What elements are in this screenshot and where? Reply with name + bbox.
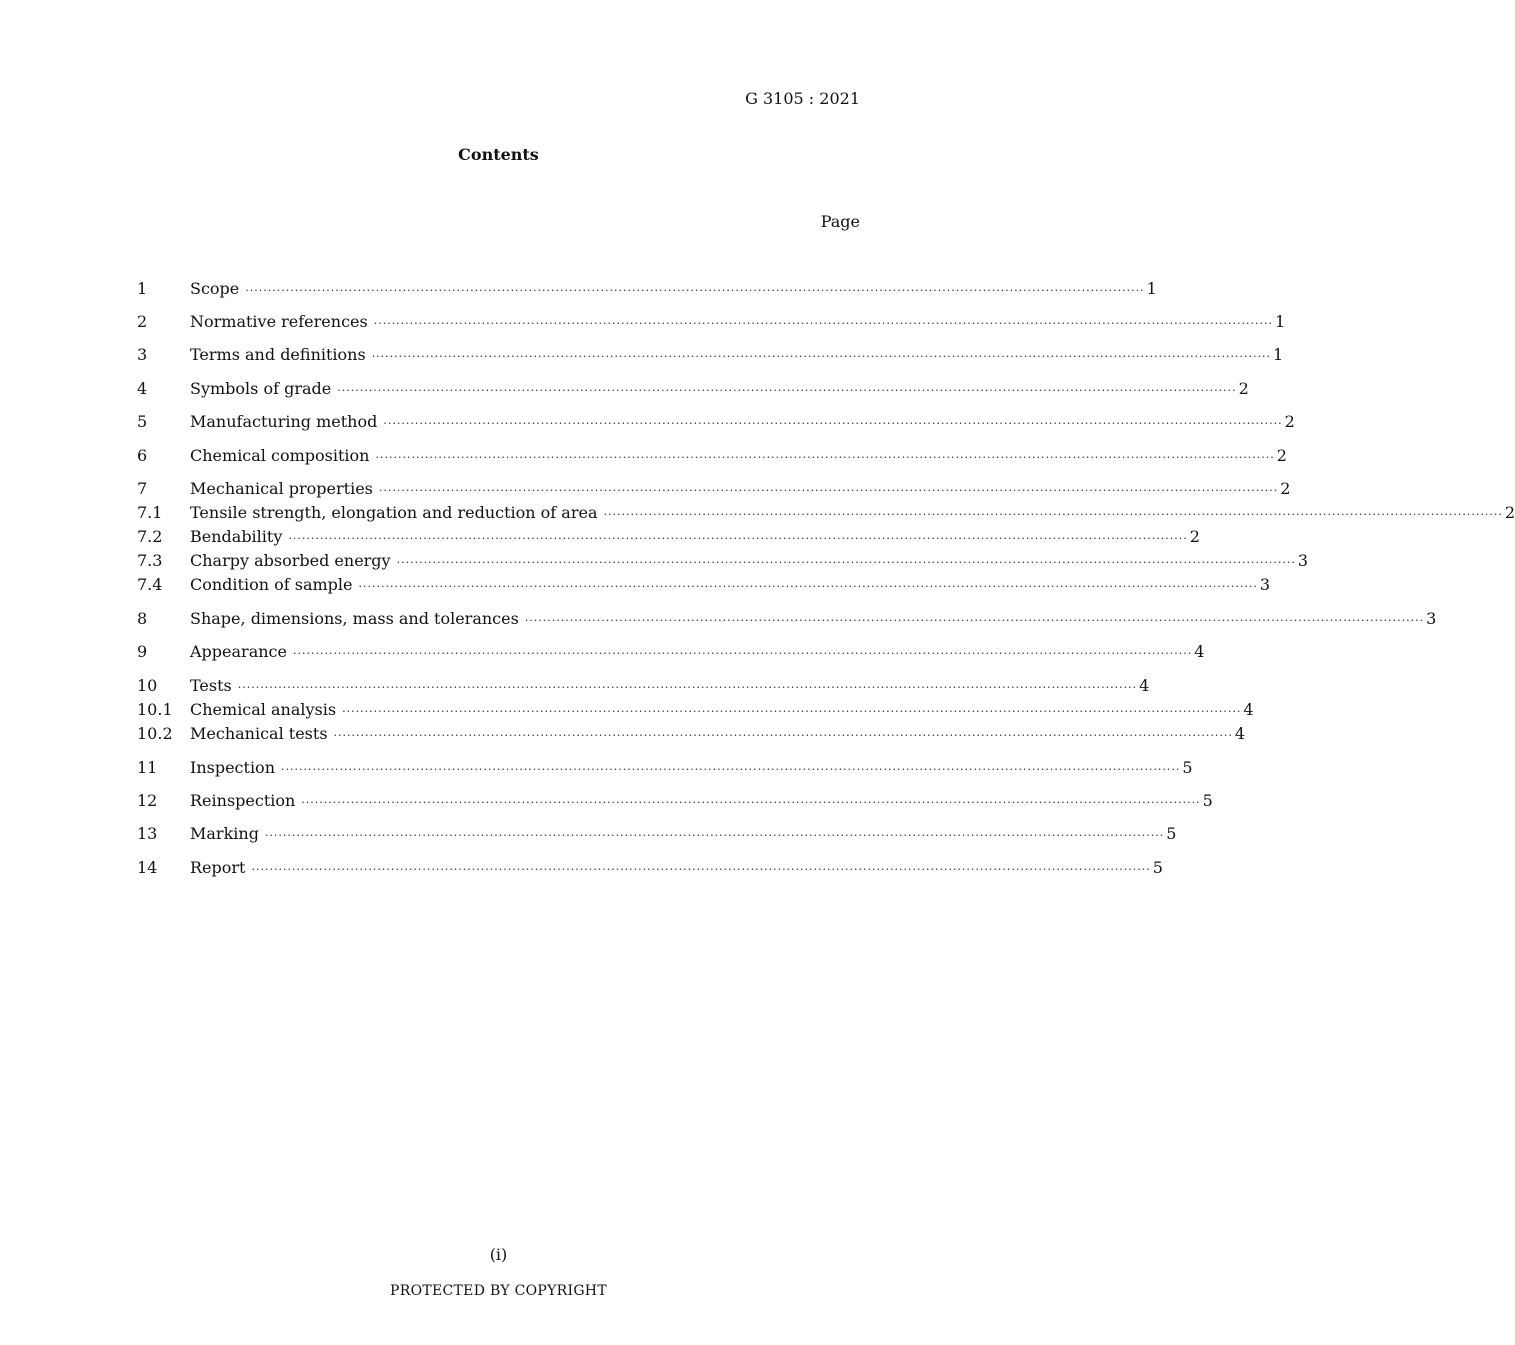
toc-entry[interactable]: [137, 378, 1249, 400]
toc-entry[interactable]: [137, 526, 1200, 548]
toc-leader-dots: ········································································································································································································: [292, 647, 1193, 660]
toc-entry-page: 1: [1273, 345, 1284, 364]
toc-entry-page: 1: [1146, 279, 1157, 298]
toc-entry[interactable]: [137, 344, 1284, 366]
toc-entry-page: 2: [1276, 446, 1287, 465]
toc-entry[interactable]: [137, 411, 1295, 433]
toc-entry-number: 7.3: [137, 551, 163, 570]
toc-entry[interactable]: [137, 502, 1515, 524]
toc-entry-number: 7.1: [137, 503, 163, 522]
toc-entry-number: 7.4: [137, 575, 163, 594]
toc-entry-number: 10: [137, 676, 158, 695]
toc-leader-dots: ········································································································································································································: [301, 796, 1201, 809]
toc-entry-title: Shape, dimensions, mass and tolerances: [190, 609, 519, 628]
toc-leader-dots: ········································································································································································································: [281, 763, 1181, 776]
toc-entry-page: 5: [1182, 758, 1193, 777]
toc-entry-title: Symbols of grade: [190, 379, 332, 398]
toc-entry-page: 5: [1166, 824, 1177, 843]
toc-entry-title: Normative references: [190, 312, 368, 331]
toc-entry-page: 3: [1426, 609, 1437, 628]
toc-entry-page: 1: [1275, 312, 1286, 331]
toc-entry-number: 12: [137, 791, 158, 810]
toc-entry[interactable]: [137, 857, 1163, 879]
toc-leader-dots: ········································································································································································································: [342, 705, 1242, 718]
copyright-notice: PROTECTED BY COPYRIGHT: [390, 1283, 607, 1299]
toc-leader-dots: ········································································································································································································: [358, 580, 1258, 593]
toc-entry-number: 7.2: [137, 527, 163, 546]
toc-entry-page: 4: [1243, 700, 1254, 719]
toc-entry[interactable]: [137, 641, 1205, 663]
page-column-label: Page: [820, 212, 860, 231]
toc-entry[interactable]: [137, 790, 1213, 812]
toc-leader-dots: ········································································································································································································: [375, 451, 1275, 464]
toc-leader-dots: ········································································································································································································: [251, 863, 1151, 876]
toc-entry-title: Terms and definitions: [190, 345, 366, 364]
toc-leader-dots: ········································································································································································································: [373, 317, 1274, 330]
toc-entry-page: 5: [1152, 858, 1163, 877]
toc-entry-page: 4: [1234, 724, 1246, 743]
toc-entry[interactable]: [137, 723, 1246, 745]
toc-entry[interactable]: [137, 574, 1271, 596]
toc-entry-number: 5: [137, 412, 148, 431]
toc-entry[interactable]: [137, 675, 1150, 697]
toc-entry-title: Appearance: [190, 642, 287, 661]
toc-entry-number: 6: [137, 446, 148, 465]
toc-leader-dots: ········································································································································································································: [333, 729, 1233, 742]
toc-entry-page: 2: [1238, 379, 1249, 398]
toc-entry-title: Report: [190, 858, 246, 877]
toc-leader-dots: ········································································································································································································: [237, 681, 1138, 694]
toc-entry-number: 4: [137, 379, 148, 398]
toc-entry-page: 3: [1259, 575, 1271, 594]
toc-entry-title: Chemical analysis: [190, 700, 337, 719]
toc-leader-dots: ········································································································································································································: [245, 284, 1145, 297]
toc-entry[interactable]: [137, 445, 1287, 467]
toc-entry-number: 2: [137, 312, 148, 331]
toc-leader-dots: ········································································································································································································: [337, 384, 1237, 397]
toc-entry-number: 9: [137, 642, 148, 661]
toc-entry[interactable]: [137, 478, 1291, 500]
toc-entry-number: 10.2: [137, 724, 173, 743]
toc-leader-dots: ········································································································································································································: [378, 484, 1279, 497]
toc-entry-title: Bendability: [190, 527, 283, 546]
toc-entry-number: 3: [137, 345, 148, 364]
toc-entry-page: 2: [1189, 527, 1200, 546]
toc-leader-dots: ········································································································································································································: [288, 532, 1188, 545]
document-code: G 3105 : 2021: [745, 89, 860, 108]
toc-leader-dots: ········································································································································································································: [371, 350, 1272, 363]
toc-entry-number: 8: [137, 609, 148, 628]
toc-entry[interactable]: [137, 550, 1309, 572]
toc-entry-number: 10.1: [137, 700, 173, 719]
toc-entry-title: Chemical composition: [190, 446, 370, 465]
toc-entry-title: Tests: [190, 676, 232, 695]
toc-entry-title: Scope: [190, 279, 240, 298]
toc-entry-number: 14: [137, 858, 158, 877]
toc-entry-page: 4: [1194, 642, 1205, 661]
toc-entry-page: 5: [1202, 791, 1213, 810]
toc-entry-number: 13: [137, 824, 158, 843]
toc-entry[interactable]: [137, 278, 1157, 300]
toc-entry-number: 1: [137, 279, 148, 298]
toc-entry[interactable]: [137, 608, 1437, 630]
toc-entry-title: Mechanical tests: [190, 724, 328, 743]
toc-leader-dots: ········································································································································································································: [603, 508, 1503, 521]
toc-entry-title: Condition of sample: [190, 575, 353, 594]
toc-entry-title: Reinspection: [190, 791, 296, 810]
toc-entry-page: 3: [1297, 551, 1309, 570]
toc-entry-page: 2: [1504, 503, 1515, 522]
toc-entry-page: 4: [1139, 676, 1150, 695]
toc-leader-dots: ········································································································································································································: [264, 829, 1165, 842]
toc-entry-title: Marking: [190, 824, 259, 843]
toc-entry[interactable]: [137, 757, 1193, 779]
toc-entry-title: Inspection: [190, 758, 275, 777]
footer-page-number: (i): [489, 1245, 508, 1264]
toc-entry[interactable]: [137, 311, 1286, 333]
toc-entry[interactable]: [137, 823, 1177, 845]
page-title: Contents: [458, 145, 539, 164]
toc-entry-title: Manufacturing method: [190, 412, 378, 431]
toc-entry-page: 2: [1280, 479, 1291, 498]
toc-entry-title: Tensile strength, elongation and reduction of area: [190, 503, 598, 522]
toc-entry-number: 7: [137, 479, 148, 498]
toc-entry-title: Mechanical properties: [190, 479, 373, 498]
toc-leader-dots: ········································································································································································································: [383, 417, 1283, 430]
toc-entry-title: Charpy absorbed energy: [190, 551, 391, 570]
toc-entry-number: 11: [137, 758, 158, 777]
toc-leader-dots: ········································································································································································································: [396, 556, 1296, 569]
toc-leader-dots: ········································································································································································································: [524, 614, 1425, 627]
toc-entry[interactable]: [137, 699, 1254, 721]
toc-entry-page: 2: [1284, 412, 1295, 431]
